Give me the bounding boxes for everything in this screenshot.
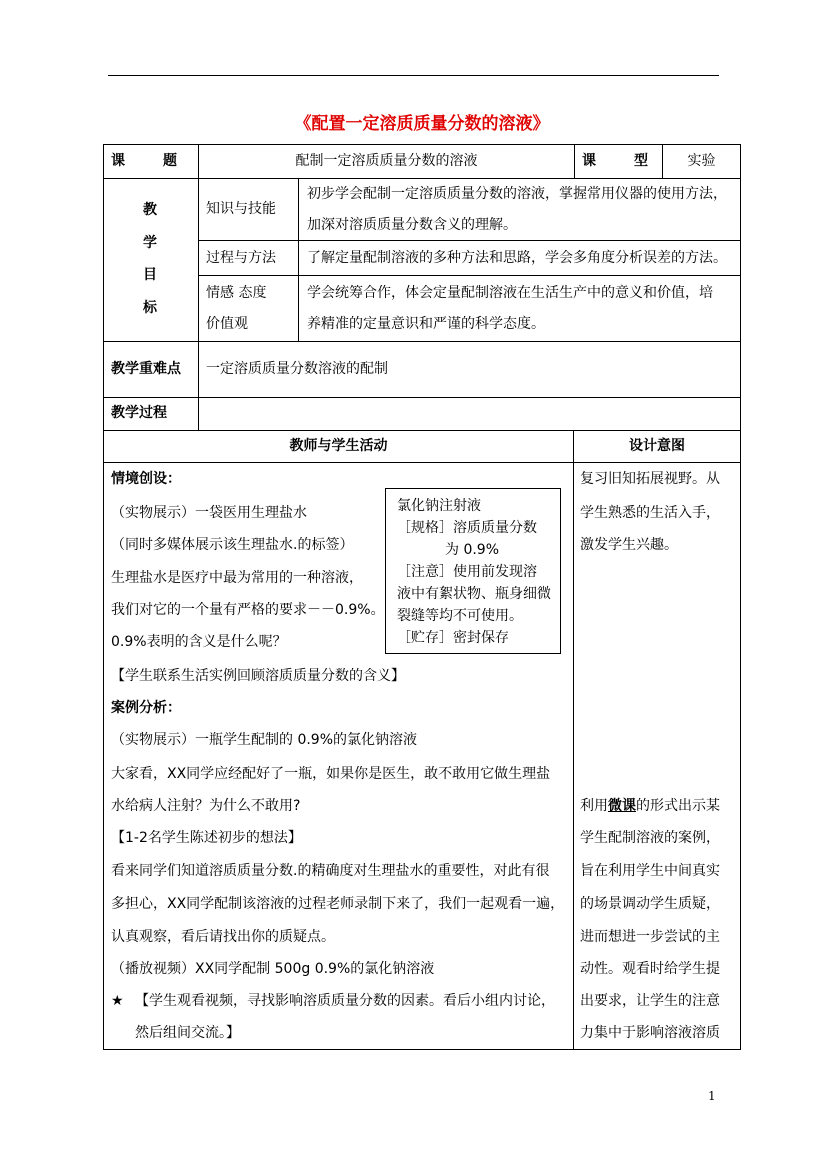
- activity-line: 看来同学们知道溶质质量分数.的精确度对生理盐水的重要性，对此有很: [111, 863, 550, 879]
- type-value: 实验: [687, 153, 716, 169]
- col-activity-header: 教师与学生活动: [289, 438, 388, 454]
- intent-text: 利用: [580, 798, 608, 814]
- intent-line: 复习旧知拓展视野。从: [580, 471, 720, 487]
- activity-line: （播放视频）XX同学配制 500g 0.9%的氯化钠溶液: [111, 961, 435, 977]
- star-icon: ★: [111, 993, 124, 1009]
- section-heading: 情境创设：: [111, 471, 181, 487]
- activity-line: 【学生观看视频，寻找影响溶质质量分数的因素。看后小组内讨论，: [135, 993, 555, 1009]
- page-number: 1: [708, 1089, 716, 1103]
- activity-line: 0.9%表明的含义是什么呢？: [111, 634, 287, 650]
- goal-text: 加深对溶质质量分数含义的理解。: [307, 217, 517, 233]
- label-box-line: ［规格］溶质质量分数: [397, 520, 537, 536]
- activity-line: 【1-2名学生陈述初步的想法】: [111, 830, 302, 846]
- intent-text: 的形式出示某: [636, 798, 720, 814]
- activity-line: 认真观察，看后请找出你的质疑点。: [111, 929, 335, 945]
- activity-line: 大家看，XX同学应经配好了一瓶，如果你是医生，敢不敢用它做生理盐: [111, 766, 551, 782]
- intent-line: 激发学生兴趣。: [580, 537, 678, 553]
- goals-label-char: 目: [143, 267, 157, 283]
- label-box-line: ［注意］使用前发现溶: [397, 564, 537, 580]
- goal-text: 养精准的定量意识和严谨的科学态度。: [307, 316, 545, 332]
- label-box-line: 为 0.9%: [445, 542, 500, 558]
- goals-label-char: 标: [143, 300, 157, 316]
- header-rule: [108, 75, 719, 76]
- subject-label: 课 题: [111, 153, 189, 169]
- activity-line: 多担心，XX同学配制该溶液的过程老师录制下来了，我们一起观看一遍，: [111, 896, 565, 912]
- activity-line: （实物展示）一袋医用生理盐水: [111, 505, 307, 521]
- goal-category: 情感 态度: [206, 285, 267, 301]
- activity-line: 生理盐水是医疗中最为常用的一种溶液，: [111, 570, 363, 586]
- col-intent-header: 设计意图: [629, 438, 685, 454]
- goal-category: 过程与方法: [206, 250, 276, 266]
- activity-line: 然后组间交流。】: [135, 1025, 240, 1041]
- type-label: 课 型: [582, 153, 660, 169]
- label-box-line: 裂缝等均不可使用。: [397, 608, 523, 624]
- section-heading: 案例分析：: [111, 700, 181, 716]
- process-label: 教学过程: [111, 405, 167, 421]
- subject-value: 配制一定溶质质量分数的溶液: [295, 153, 478, 169]
- label-box-line: 氯化钠注射液: [397, 498, 481, 514]
- goals-label-char: 教: [143, 202, 157, 218]
- intent-line: 进而想进一步尝试的主: [580, 929, 720, 945]
- activity-line: 【学生联系生活实例回顾溶质质量分数的含义】: [111, 668, 405, 684]
- intent-line: 的场景调动学生质疑，: [580, 896, 720, 912]
- key-value: 一定溶质质量分数溶液的配制: [206, 361, 388, 377]
- micro-lesson-term: 微课: [608, 798, 636, 814]
- activity-line: 水给病人注射？为什么不敢用?: [111, 798, 301, 814]
- activity-line: （同时多媒体展示该生理盐水.的标签）: [111, 537, 354, 553]
- label-box-line: 液中有絮状物、瓶身细微: [397, 586, 551, 602]
- goal-text: 了解定量配制溶液的多种方法和思路，学会多角度分析误差的方法。: [307, 250, 727, 266]
- intent-line: [580, 796, 720, 816]
- goal-category: 价值观: [206, 316, 248, 332]
- intent-line: 学生熟悉的生活入手，: [580, 505, 720, 521]
- intent-line: 旨在利用学生中间真实: [580, 863, 720, 879]
- intent-line: 力集中于影响溶液溶质: [580, 1025, 720, 1041]
- goal-text: 学会统筹合作，体会定量配制溶液在生活生产中的意义和价值，培: [307, 285, 713, 301]
- goal-text: 初步学会配制一定溶质质量分数的溶液，掌握常用仪器的使用方法，: [307, 186, 727, 202]
- intent-line: 出要求，让学生的注意: [580, 993, 720, 1009]
- key-label: 教学重难点: [111, 361, 181, 377]
- activity-line: （实物展示）一瓶学生配制的 0.9%的氯化钠溶液: [111, 732, 418, 748]
- goal-category: 知识与技能: [206, 201, 276, 217]
- activity-line: 我们对它的一个量有严格的要求－－0.9%。: [111, 602, 385, 618]
- intent-line: 学生配制溶液的案例，: [580, 830, 720, 846]
- page-title: 《配置一定溶质质量分数的溶液》: [294, 114, 550, 134]
- goals-label-char: 学: [143, 235, 157, 251]
- intent-line: 动性。观看时给学生提: [580, 961, 720, 977]
- label-box-line: ［贮存］密封保存: [397, 630, 509, 646]
